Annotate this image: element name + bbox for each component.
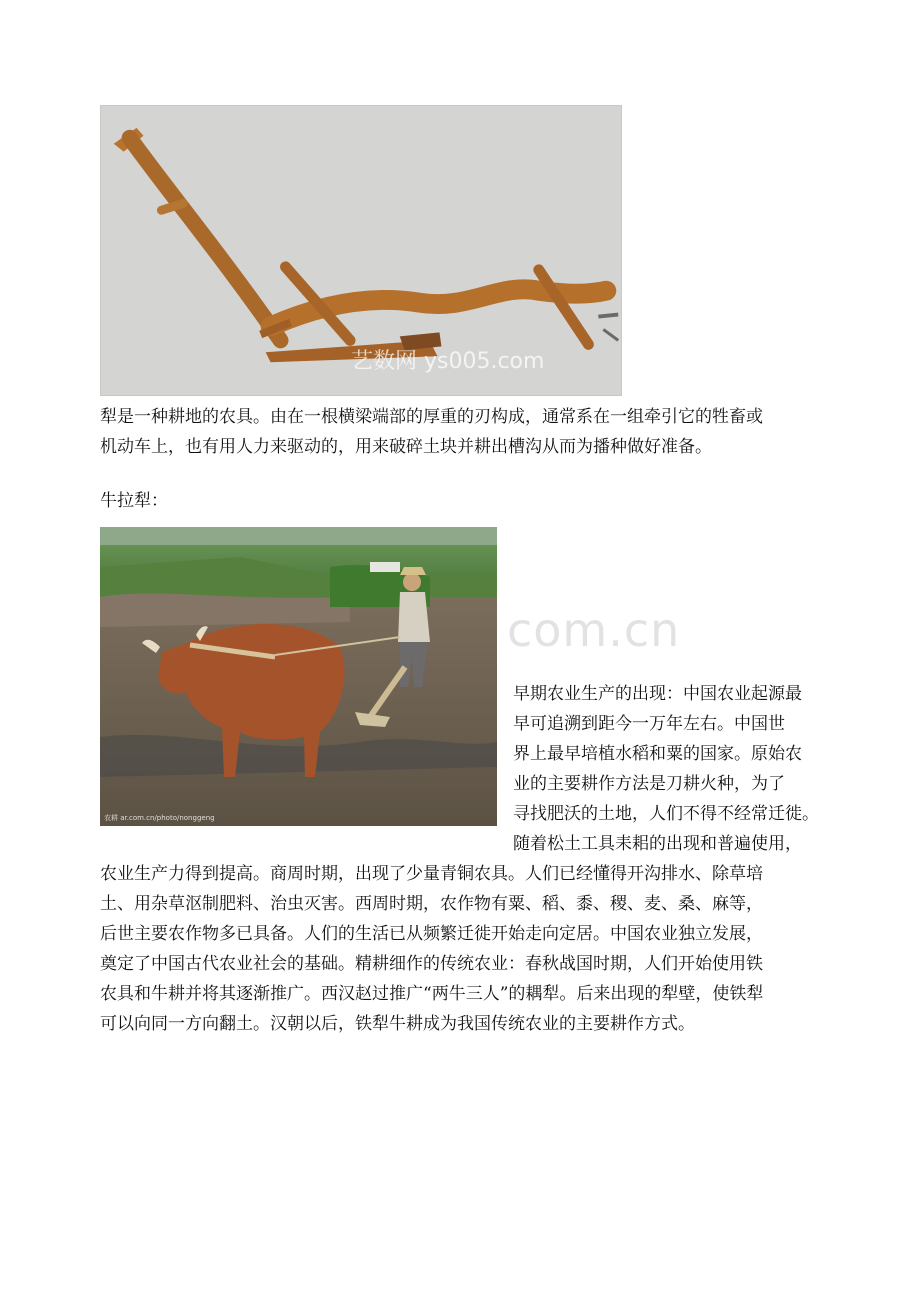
text-line: 农业生产力得到提高。商周时期，出现了少量青铜农具。人们已经懂得开沟排水、除草培 [100,864,763,884]
text-line: 随着松土工具耒耜的出现和普遍使用， [513,834,802,854]
plow-image-watermark: 艺数网 ys005.com [351,349,545,374]
text-line: 早可追溯到距今一万年左右。中国世 [513,714,785,734]
site-watermark: com.cn [507,603,681,657]
ox-plowing-illustration [100,527,497,826]
wooden-plow-image [100,105,622,396]
agriculture-history-text [100,829,830,1039]
text-line: 早期农业生产的出现：中国农业起源最 [513,684,802,704]
ox-image-caption: 农耕 ar.com.cn/photo/nonggeng [104,814,215,822]
text-line: 犁是一种耕地的农具。由在一根横梁端部的厚重的刃构成，通常系在一组牵引它的牲畜或 [100,407,763,427]
text-line: 后世主要农作物多已具备。人们的生活已从频繁迁徙开始走向定居。中国农业独立发展， [100,924,763,944]
text-line: 农具和牛耕并将其逐渐推广。西汉赵过推广“两牛三人”的耦犁。后来出现的犁壁，使铁犁 [100,984,764,1004]
text-line: 可以向同一方向翻土。汉朝以后，铁犁牛耕成为我国传统农业的主要耕作方式。 [100,1014,695,1034]
text-line: 奠定了中国古代农业社会的基础。精耕细作的传统农业：春秋战国时期，人们开始使用铁 [100,954,763,974]
text-line: 土、用杂草沤制肥料、治虫灭害。西周时期，农作物有粟、稻、黍、稷、麦、桑、麻等， [100,894,763,914]
text-line: 寻找肥沃的土地，人们不得不经常迁徙。 [513,804,819,824]
text-line: 业的主要耕作方法是刀耕火种，为了 [513,774,785,794]
agriculture-origin-text [513,679,833,829]
text-line: 机动车上，也有用人力来驱动的，用来破碎土块并耕出槽沟从而为播种做好准备。 [100,437,712,457]
ox-plow-heading: 牛拉犁： [100,491,168,511]
text-line: 界上最早培植水稻和粟的国家。原始农 [513,744,802,764]
ox-plowing-image [100,527,497,826]
plow-description [100,402,830,462]
